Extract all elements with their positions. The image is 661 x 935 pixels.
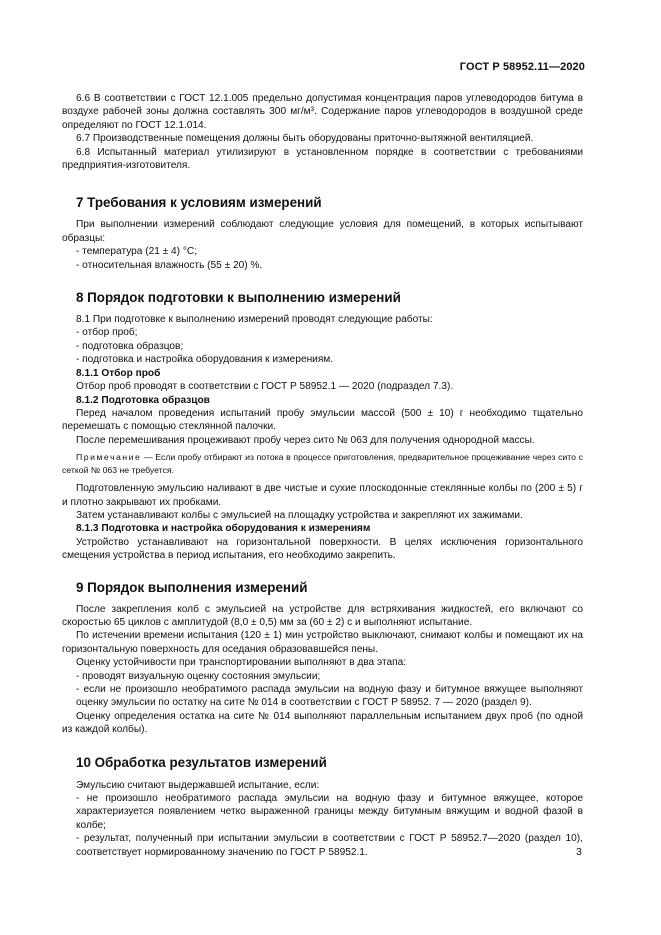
list-item: - отбор проб;: [76, 327, 138, 339]
subsection-8-1-2-paragraph: Затем устанавливают колбы с эмульсией на площадку устройства и закрепляют их зажимами.: [76, 509, 523, 521]
section-10-heading: 10 Обработка результатов измерений: [76, 754, 327, 770]
page-content: [62, 92, 583, 859]
section-10-intro: Эмульсию считают выдержавшей испытание, если:: [76, 779, 320, 791]
list-item: - не произошло необратимого распада эмульсии на водную фазу и битумное вяжущее, которое характеризуется появлением четко выраженной границы между битумным вяжущим и водной фазой в колбе;: [76, 793, 583, 831]
section-7-heading: 7 Требования к условиям измерений: [76, 195, 322, 211]
section-8-heading: 8 Порядок подготовки к выполнению измерений: [76, 290, 401, 306]
subsection-8-1-1-text: Отбор проб проводят в соответствии с ГОСТ Р 58952.1 — 2020 (подраздел 7.3).: [76, 381, 454, 393]
list-item: - проводят визуальную оценку состояния эмульсии;: [76, 670, 321, 682]
list-item: - подготовка образцов;: [76, 340, 184, 352]
list-item: - если не произошло необратимого распада эмульсии на водную фазу и битумное вяжущее выполняют оценку эмульсии по остатку на сите № 014 в соответствии с ГОСТ Р 58952. 7 — 2020 (раздел 9).: [76, 684, 583, 709]
subsection-8-1-2-paragraph: Перед началом проведения испытаний пробу эмульсии массой (500 ± 10) г необходимо тщательно перемешать с помощью стеклянной палочки.: [62, 407, 583, 433]
subsection-8-1-2-heading: 8.1.2 Подготовка образцов: [76, 394, 210, 406]
note: [62, 451, 583, 477]
section-9-paragraph: Оценку устойчивости при транспортировании выполняют в два этапа:: [76, 657, 407, 669]
section-9-paragraph: По истечении времени испытания (120 ± 1) мин устройство выключают, снимают колбы и помещают их на горизонтальную поверхность для оседания образовавшейся пены.: [62, 630, 583, 655]
section-7-intro: При выполнении измерений соблюдают следующие условия для помещений, в которых испытывают образцы:: [62, 219, 583, 244]
list-item: - результат, полученный при испытании эмульсии в соответствии с ГОСТ Р 58952.7—2020 (раздел 10), соответствует нормированному значению по ГОСТ Р 58952.1.: [76, 833, 583, 858]
subsection-8-1-3-text: Устройство устанавливают на горизонтальной поверхности. В целях исключения горизонтального смещения устройства в период испытания, его необходимо закрепить.: [62, 536, 583, 562]
paragraph-6-6: 6.6 В соответствии с ГОСТ 12.1.005 предельно допустимая концентрация паров углеводородов битума в воздухе рабочей зоны должна составлять 300 мг/м³. Содержание паров углеводородов в воздушной среде определяют по ГОСТ 12.1.014.: [62, 93, 583, 131]
list-item: - подготовка и настройка оборудования к измерениям.: [76, 354, 334, 366]
standard-header: ГОСТ Р 58952.11—2020: [459, 61, 585, 73]
subsection-8-1-1-heading: 8.1.1 Отбор проб: [76, 367, 161, 379]
section-9-paragraph: Оценку определения остатка на сите № 014 выполняют параллельным испытанием двух проб (по одной из каждой колбы).: [62, 710, 583, 736]
subsection-8-1-2-paragraph: После перемешивания процеживают пробу через сито № 063 для получения однородной массы.: [76, 434, 535, 446]
subsection-8-1-2-paragraph: Подготовленную эмульсию наливают в две чистые и сухие плоскодонные стеклянные колбы по (200 ± 5) г и плотно закрывают их пробками.: [62, 483, 583, 508]
section-9-paragraph: После закрепления колб с эмульсией на устройстве для встряхивания жидкостей, его включают со скоростью 65 циклов с амплитудой (8,0 ± 0,5) мм за (60 ± 2) с и выполняют испытание.: [62, 603, 583, 628]
paragraph-6-7: 6.7 Производственные помещения должны быть оборудованы приточно-вытяжной вентиляцией.: [76, 133, 534, 145]
page-number: 3: [576, 846, 582, 858]
note-label: Примечание: [76, 452, 142, 463]
list-item: - температура (21 ± 4) °С;: [76, 246, 198, 258]
section-9-heading: 9 Порядок выполнения измерений: [76, 579, 308, 595]
paragraph-6-8: 6.8 Испытанный материал утилизируют в установленном порядке в соответствии с требованиями предприятия-изготовителя.: [62, 146, 583, 172]
note-text: — Если пробу отбирают из потока в процессе приготовления, предварительное процеживание через сито с сеткой № 063 не требуется.: [62, 452, 583, 476]
list-item: - относительная влажность (55 ± 20) %.: [76, 259, 263, 271]
subsection-8-1-3-heading: 8.1.3 Подготовка и настройка оборудования к измерениям: [76, 523, 371, 535]
section-8-intro: 8.1 При подготовке к выполнению измерений проводят следующие работы:: [76, 314, 433, 326]
